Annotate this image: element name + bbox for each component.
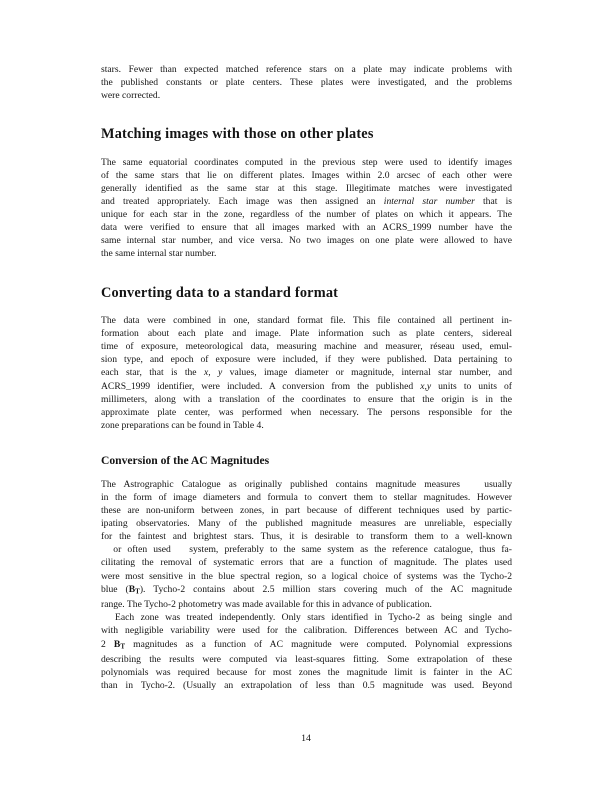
text-line: each star, that is the x, y values, image diameter or magnitude, internal star number, and	[101, 367, 512, 379]
text-line: the same internal star number.	[101, 248, 217, 260]
text-line: generally identified as the same star at this stage. Illegitimate matches were investigated	[101, 182, 512, 194]
text-line: than in Tycho-2. (Usually an extrapolation of less than 0.5 magnitude was used. Beyond	[101, 680, 512, 692]
text-line: approximate plate center, was performed when necessary. The persons responsible for the	[101, 406, 512, 418]
section-matching-images: Matching images with those on other plates	[101, 126, 374, 143]
para-matching-images	[101, 156, 512, 261]
text-line: or often used system, preferably to the same system as the reference catalogue, thus fa-	[101, 544, 512, 556]
text-line: zone preparations can be found in Table 4.	[101, 419, 264, 431]
text-line: blue (BT). Tycho-2 contains about 2.5 million stars covering much of the AC magnitude	[101, 583, 512, 596]
subsection-ac-magnitudes: Conversion of the AC Magnitudes	[101, 453, 270, 467]
text-line: data were verified to ensure that all images marked with an ACRS_1999 number have the	[101, 222, 512, 234]
text-line: time of exposure, meteorological data, measuring machine and measurer, réseau used, emul-	[101, 341, 512, 353]
text-line: these are non-uniform between zones, in part because of different techniques used by partic-	[101, 505, 512, 517]
text-line: describing the results were computed via least-squares fitting. Some extrapolation of these	[101, 654, 512, 666]
text-line: formation about each plate and image. Plate information such as plate centers, sidereal	[101, 328, 512, 340]
text-line: unique for each star in the zone, regardless of the number of plates on which it appears. The	[101, 209, 512, 221]
para-ac-magnitudes-1	[101, 478, 512, 611]
para-ac-magnitudes-2	[101, 611, 512, 692]
text-line: and treated appropriately. Each image was then assigned an internal star number that is	[101, 196, 512, 208]
para-converting-data	[101, 314, 512, 432]
text-line: in the form of image diameters and formula to convert them to stellar magnitudes. However	[101, 491, 512, 503]
text-line: were corrected.	[101, 90, 161, 102]
bold-text: B	[113, 638, 121, 650]
italic-text: x, y	[203, 367, 223, 379]
text-line: the published constants or plate centers. These plates were investigated, and the problems	[101, 77, 512, 89]
text-line: sion type, and epoch of exposure were included, if they were published. Data pertaining to	[101, 354, 512, 366]
text-line: millimeters, along with a translation of the coordinates to ensure that the origin is in the	[101, 393, 512, 405]
page-body	[101, 63, 512, 692]
text-line: ipating observatories. Many of the published magnitude measures are unreliable, especially	[101, 518, 512, 530]
text-line: cilitating the removal of systematic errors that are a function of magnitude. The plates used	[101, 557, 512, 569]
text-line: of the same stars that lie on different plates. Images within 2.0 arcsec of each other were	[101, 169, 512, 181]
bold-sub-text: T	[120, 642, 125, 650]
text-line: polynomials was required because for most zones the magnitude limit is fainter in the AC	[101, 667, 512, 679]
section-converting-data: Converting data to a standard format	[101, 284, 339, 301]
italic-text: internal star number	[383, 196, 475, 208]
text-line: The same equatorial coordinates computed in the previous step were used to identify images	[101, 156, 512, 168]
text-line: same internal star number, and vice versa. No two images on one plate were allowed to have	[101, 235, 512, 247]
text-line: for the faintest and brightest stars. Thus, it is desirable to transform them to a well-known	[101, 531, 512, 543]
text-line: range. The Tycho-2 photometry was made available for this in advance of publication.	[101, 599, 432, 611]
text-line: The Astrographic Catalogue as originally published contains magnitude measures usually	[101, 478, 512, 490]
text-line: ACRS_1999 identifier, were included. A conversion from the published x,y units to units of	[101, 380, 512, 392]
page-number: 14	[301, 733, 311, 744]
para-intro-continuation	[101, 63, 512, 102]
italic-text: x,y	[420, 380, 432, 392]
text-line: were most sensitive in the blue spectral region, so a logical choice of systems was the Tycho-2	[101, 570, 512, 582]
text-line: Each zone was treated independently. Only stars identified in Tycho-2 as being single and	[115, 612, 512, 624]
text-line: 2 BT magnitudes as a function of AC magnitude were computed. Polynomial expressions	[101, 638, 512, 650]
text-line: The data were combined in one, standard format file. This file contained all pertinent in-	[101, 315, 512, 327]
text-line: stars. Fewer than expected matched reference stars on a plate may indicate problems with	[101, 64, 512, 75]
bold-sub-text: T	[135, 587, 140, 596]
text-line: with negligible variability were used for the calibration. Differences between AC and Tycho-	[101, 625, 512, 637]
bold-text: B	[128, 583, 136, 595]
